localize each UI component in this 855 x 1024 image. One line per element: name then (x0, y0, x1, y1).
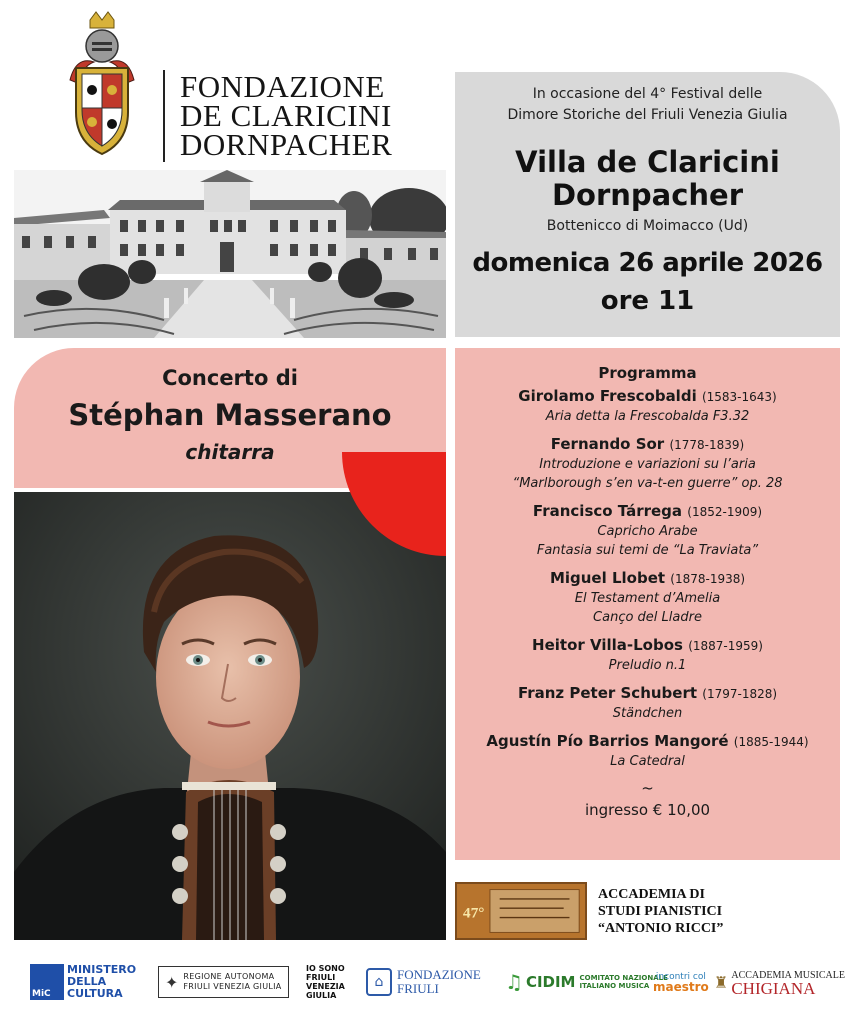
fondazione-friuli-line: FRIULI (397, 981, 439, 996)
work-title: Ständchen (612, 706, 683, 721)
program-item (455, 635, 840, 675)
iosono-line: IO SONO (306, 964, 345, 973)
composer-name: Fernando Sor (550, 435, 665, 453)
mic-line: MINISTERO (67, 963, 137, 976)
work-title: Aria detta la Frescobalda F3.32 (545, 409, 750, 424)
io-sono-fvg-logo (306, 960, 345, 1004)
mic-line: DELLA (67, 975, 107, 988)
villa-name-line: Dornpacher (551, 178, 744, 212)
mic-line: CULTURA (67, 987, 123, 1000)
program-item (455, 731, 840, 771)
instrument: chitarra (185, 440, 275, 464)
concert-label: Concerto di (162, 366, 298, 390)
composer (455, 501, 840, 522)
program-item (455, 501, 840, 560)
program-item (455, 683, 840, 723)
cidim-logo (505, 960, 668, 1004)
iosono-line: GIULIA (306, 991, 337, 1000)
incontri-col-maestro-logo (653, 960, 709, 1004)
composer-name: Franz Peter Schubert (517, 684, 698, 702)
foundation-name-line: FONDAZIONE (180, 69, 385, 104)
cidim-line: ITALIANO MUSICA (579, 982, 650, 990)
villa-name-line: Villa de Claricini (515, 145, 780, 179)
maestro-line: incontri col (655, 972, 706, 982)
event-time: ore 11 (600, 286, 695, 316)
crest-logo (62, 10, 142, 160)
mic-icon (30, 964, 64, 1000)
festival-line: Dimore Storiche del Friuli Venezia Giulia (507, 107, 788, 123)
regione-text (183, 972, 281, 992)
cidim-wave-icon: ♫ (505, 970, 523, 994)
fondazione-friuli-line: FONDAZIONE (397, 967, 481, 982)
academy-name-line: “ANTONIO RICCI” (598, 921, 724, 936)
cidim-line: COMITATO NAZIONALE (579, 974, 668, 982)
composer-name: Francisco Tárrega (532, 502, 683, 520)
program-title: Programma (598, 364, 697, 382)
composer (455, 683, 840, 704)
ministero-cultura-logo (30, 960, 136, 1004)
event-date: domenica 26 aprile 2026 (472, 248, 823, 278)
chigiana-line: CHIGIANA (731, 979, 816, 998)
program (455, 364, 840, 819)
program-item (455, 568, 840, 627)
composer-years: (1887-1959) (688, 639, 763, 653)
foundation-name-line: DE CLARICINI (180, 98, 392, 133)
regione-frame (158, 966, 289, 998)
composer (455, 434, 840, 455)
composer-years: (1797-1828) (702, 687, 778, 701)
chigiana-text (731, 969, 845, 998)
academy-badge-number: 47° (462, 904, 485, 922)
fondazione-friuli-logo (366, 960, 481, 1004)
composer-years: (1778-1839) (669, 438, 745, 452)
iosono-text (306, 964, 345, 1000)
iosono-line: VENEZIA (306, 982, 345, 991)
chigiana-emblem-icon: ♜ (714, 972, 729, 992)
academy-name (598, 886, 723, 937)
academy-name-line: STUDI PIANISTICI (598, 904, 723, 919)
accademia-chigiana-logo (714, 960, 845, 1004)
regione-line: FRIULI VENEZIA GIULIA (183, 982, 282, 991)
chigiana-line: ACCADEMIA MUSICALE (731, 970, 845, 981)
maestro-text (653, 972, 709, 992)
villa-photo (14, 170, 446, 338)
mic-text (67, 964, 136, 1000)
composer-name: Agustín Pío Barrios Mangoré (486, 732, 729, 750)
program-item (455, 386, 840, 426)
work-title: El Testament d’Amelia (574, 591, 721, 606)
fondazione-friuli-icon: ⌂ (366, 968, 392, 996)
eagle-icon: ✦ (165, 972, 179, 992)
composer (455, 731, 840, 752)
foundation-name-line: DORNPACHER (180, 127, 393, 162)
composer-name: Miguel Llobet (549, 569, 666, 587)
composer-years: (1852-1909) (687, 505, 763, 519)
academy-name-line: ACCADEMIA DI (598, 887, 705, 902)
festival-text (455, 84, 840, 126)
header-divider (163, 70, 165, 162)
fondazione-friuli-text (397, 968, 481, 996)
performer-name: Stéphan Masserano (68, 398, 392, 432)
work-title: Preludio n.1 (608, 658, 687, 673)
villa-name (455, 146, 840, 212)
maestro-line: maestro (653, 980, 709, 994)
composer-years: (1878-1938) (670, 572, 746, 586)
composer (455, 386, 840, 407)
cidim-name: CIDIM (525, 973, 576, 991)
mic-abbr: MiC (32, 989, 51, 999)
program-separator: ~ (641, 779, 654, 797)
work-title: Fantasia sui temi de “La Traviata” (536, 543, 759, 558)
work-title: La Catedral (610, 754, 685, 769)
program-item (455, 434, 840, 493)
festival-line: In occasione del 4° Festival delle (532, 86, 763, 102)
regione-fvg-logo (158, 960, 289, 1004)
work-title: Canço del Lladre (593, 610, 702, 625)
work-title: Capricho Arabe (597, 524, 698, 539)
composer-years: (1583-1643) (701, 390, 777, 404)
admission-price: ingresso € 10,00 (584, 801, 711, 819)
composer-name: Heitor Villa-Lobos (532, 636, 683, 654)
regione-line: REGIONE AUTONOMA (183, 972, 275, 981)
composer (455, 635, 840, 656)
composer (455, 568, 840, 589)
iosono-line: FRIULI (306, 973, 336, 982)
composer-name: Girolamo Frescobaldi (518, 387, 697, 405)
work-title: “Marlborough s’en va-t-en guerre” op. 28 (512, 476, 783, 491)
academy-badge (455, 882, 587, 940)
performer-photo (14, 492, 446, 940)
foundation-name (180, 69, 393, 162)
work-title: Introduzione e variazioni su l’aria (539, 457, 756, 472)
villa-location: Bottenicco di Moimacco (Ud) (546, 218, 749, 234)
composer-years: (1885-1944) (733, 735, 809, 749)
